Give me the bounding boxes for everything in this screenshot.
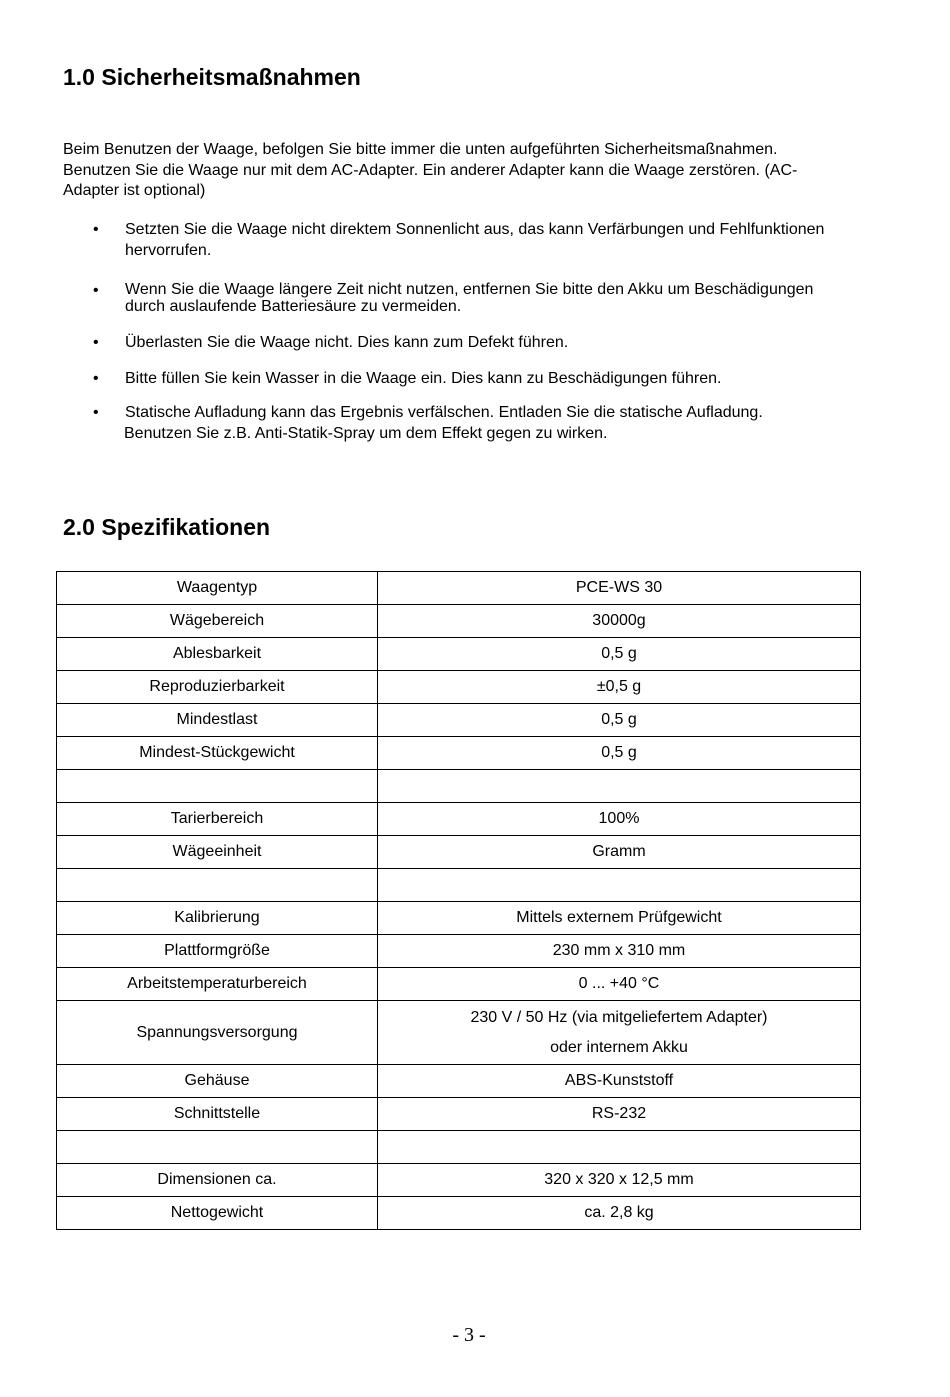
bullet-icon: • bbox=[93, 221, 99, 238]
spec-row bbox=[57, 770, 861, 803]
intro-line: Adapter ist optional) bbox=[63, 182, 206, 199]
spec-value: 0,5 g bbox=[378, 704, 861, 737]
spec-label: Spannungsversorgung bbox=[57, 1001, 378, 1065]
bullet-text: Benutzen Sie z.B. Anti-Statik-Spray um dem Effekt gegen zu wirken. bbox=[124, 424, 608, 442]
spec-value: Mittels externem Prüfgewicht bbox=[378, 902, 861, 935]
spec-value: 0,5 g bbox=[378, 737, 861, 770]
spec-row bbox=[57, 737, 861, 770]
spec-label: Dimensionen ca. bbox=[57, 1164, 378, 1197]
spec-label: Mindestlast bbox=[57, 704, 378, 737]
spec-label: Kalibrierung bbox=[57, 902, 378, 935]
spec-row bbox=[57, 968, 861, 1001]
spec-value: 230 mm x 310 mm bbox=[378, 935, 861, 968]
bullet-icon: • bbox=[93, 282, 99, 299]
spec-label: Arbeitstemperaturbereich bbox=[57, 968, 378, 1001]
spec-row bbox=[57, 836, 861, 869]
spec-value bbox=[378, 1131, 861, 1164]
bullet-text: Bitte füllen Sie kein Wasser in die Waage ein. Dies kann zu Beschädigungen führen. bbox=[125, 370, 722, 387]
spec-row bbox=[57, 704, 861, 737]
spec-label: Ablesbarkeit bbox=[57, 638, 378, 671]
spec-value: 0 ... +40 °C bbox=[378, 968, 861, 1001]
spec-row bbox=[57, 1065, 861, 1098]
spec-row bbox=[57, 1098, 861, 1131]
specifications-table bbox=[56, 571, 861, 1230]
spec-label: Plattformgröße bbox=[57, 935, 378, 968]
spec-label: Waagentyp bbox=[57, 572, 378, 605]
bullet-text: Setzten Sie die Waage nicht direktem Sonnenlicht aus, das kann Verfärbungen und Fehlfunktionen bbox=[125, 221, 825, 238]
spec-row bbox=[57, 935, 861, 968]
spec-label: Nettogewicht bbox=[57, 1197, 378, 1230]
bullet-icon: • bbox=[93, 334, 99, 351]
spec-label: Wägeeinheit bbox=[57, 836, 378, 869]
spec-label bbox=[57, 869, 378, 902]
spec-value: ±0,5 g bbox=[378, 671, 861, 704]
spec-value: 0,5 g bbox=[378, 638, 861, 671]
intro-line: Beim Benutzen der Waage, befolgen Sie bitte immer die unten aufgeführten Sicherheitsmaßnahmen. bbox=[63, 141, 778, 158]
spec-value bbox=[378, 869, 861, 902]
spec-value: 320 x 320 x 12,5 mm bbox=[378, 1164, 861, 1197]
spec-label: Reproduzierbarkeit bbox=[57, 671, 378, 704]
spec-row bbox=[57, 1164, 861, 1197]
page-number: - 3 - bbox=[452, 1324, 486, 1346]
spec-row bbox=[57, 803, 861, 836]
spec-row bbox=[57, 902, 861, 935]
spec-label: Wägebereich bbox=[57, 605, 378, 638]
spec-label: Mindest-Stückgewicht bbox=[57, 737, 378, 770]
spec-value: ca. 2,8 kg bbox=[378, 1197, 861, 1230]
spec-value-line: 230 V / 50 Hz (via mitgeliefertem Adapter) bbox=[470, 1008, 768, 1026]
spec-label bbox=[57, 770, 378, 803]
spec-row bbox=[57, 605, 861, 638]
section-title-safety: 1.0 Sicherheitsmaßnahmen bbox=[63, 64, 361, 90]
bullet-text: Wenn Sie die Waage längere Zeit nicht nutzen, entfernen Sie bitte den Akku um Beschädigungen bbox=[125, 281, 814, 298]
spec-value: PCE-WS 30 bbox=[378, 572, 861, 605]
spec-row bbox=[57, 671, 861, 704]
bullet-text: durch auslaufende Batteriesäure zu vermeiden. bbox=[125, 298, 462, 315]
spec-label: Gehäuse bbox=[57, 1065, 378, 1098]
bullet-icon: • bbox=[93, 370, 99, 387]
intro-line: Benutzen Sie die Waage nur mit dem AC-Adapter. Ein anderer Adapter kann die Waage zerstören. (AC- bbox=[63, 161, 798, 179]
spec-value: RS-232 bbox=[378, 1098, 861, 1131]
intro-paragraph bbox=[63, 140, 893, 202]
spec-row bbox=[57, 638, 861, 671]
spec-label bbox=[57, 1131, 378, 1164]
spec-label: Schnittstelle bbox=[57, 1098, 378, 1131]
spec-row bbox=[57, 869, 861, 902]
spec-label: Tarierbereich bbox=[57, 803, 378, 836]
bullet-text: Statische Aufladung kann das Ergebnis verfälschen. Entladen Sie die statische Aufladung. bbox=[125, 404, 763, 421]
spec-row bbox=[57, 1131, 861, 1164]
bullet-text: hervorrufen. bbox=[125, 241, 212, 259]
spec-row bbox=[57, 572, 861, 605]
spec-row bbox=[57, 1001, 861, 1065]
spec-value bbox=[378, 770, 861, 803]
bullet-icon: • bbox=[93, 404, 99, 421]
spec-value bbox=[378, 1001, 861, 1065]
spec-value: Gramm bbox=[378, 836, 861, 869]
spec-value: 100% bbox=[378, 803, 861, 836]
bullet-text: Überlasten Sie die Waage nicht. Dies kann zum Defekt führen. bbox=[125, 334, 569, 351]
spec-row bbox=[57, 1197, 861, 1230]
spec-value: 30000g bbox=[378, 605, 861, 638]
spec-value-line: oder internem Akku bbox=[550, 1038, 688, 1056]
spec-value: ABS-Kunststoff bbox=[378, 1065, 861, 1098]
section-title-specifications: 2.0 Spezifikationen bbox=[63, 514, 271, 540]
